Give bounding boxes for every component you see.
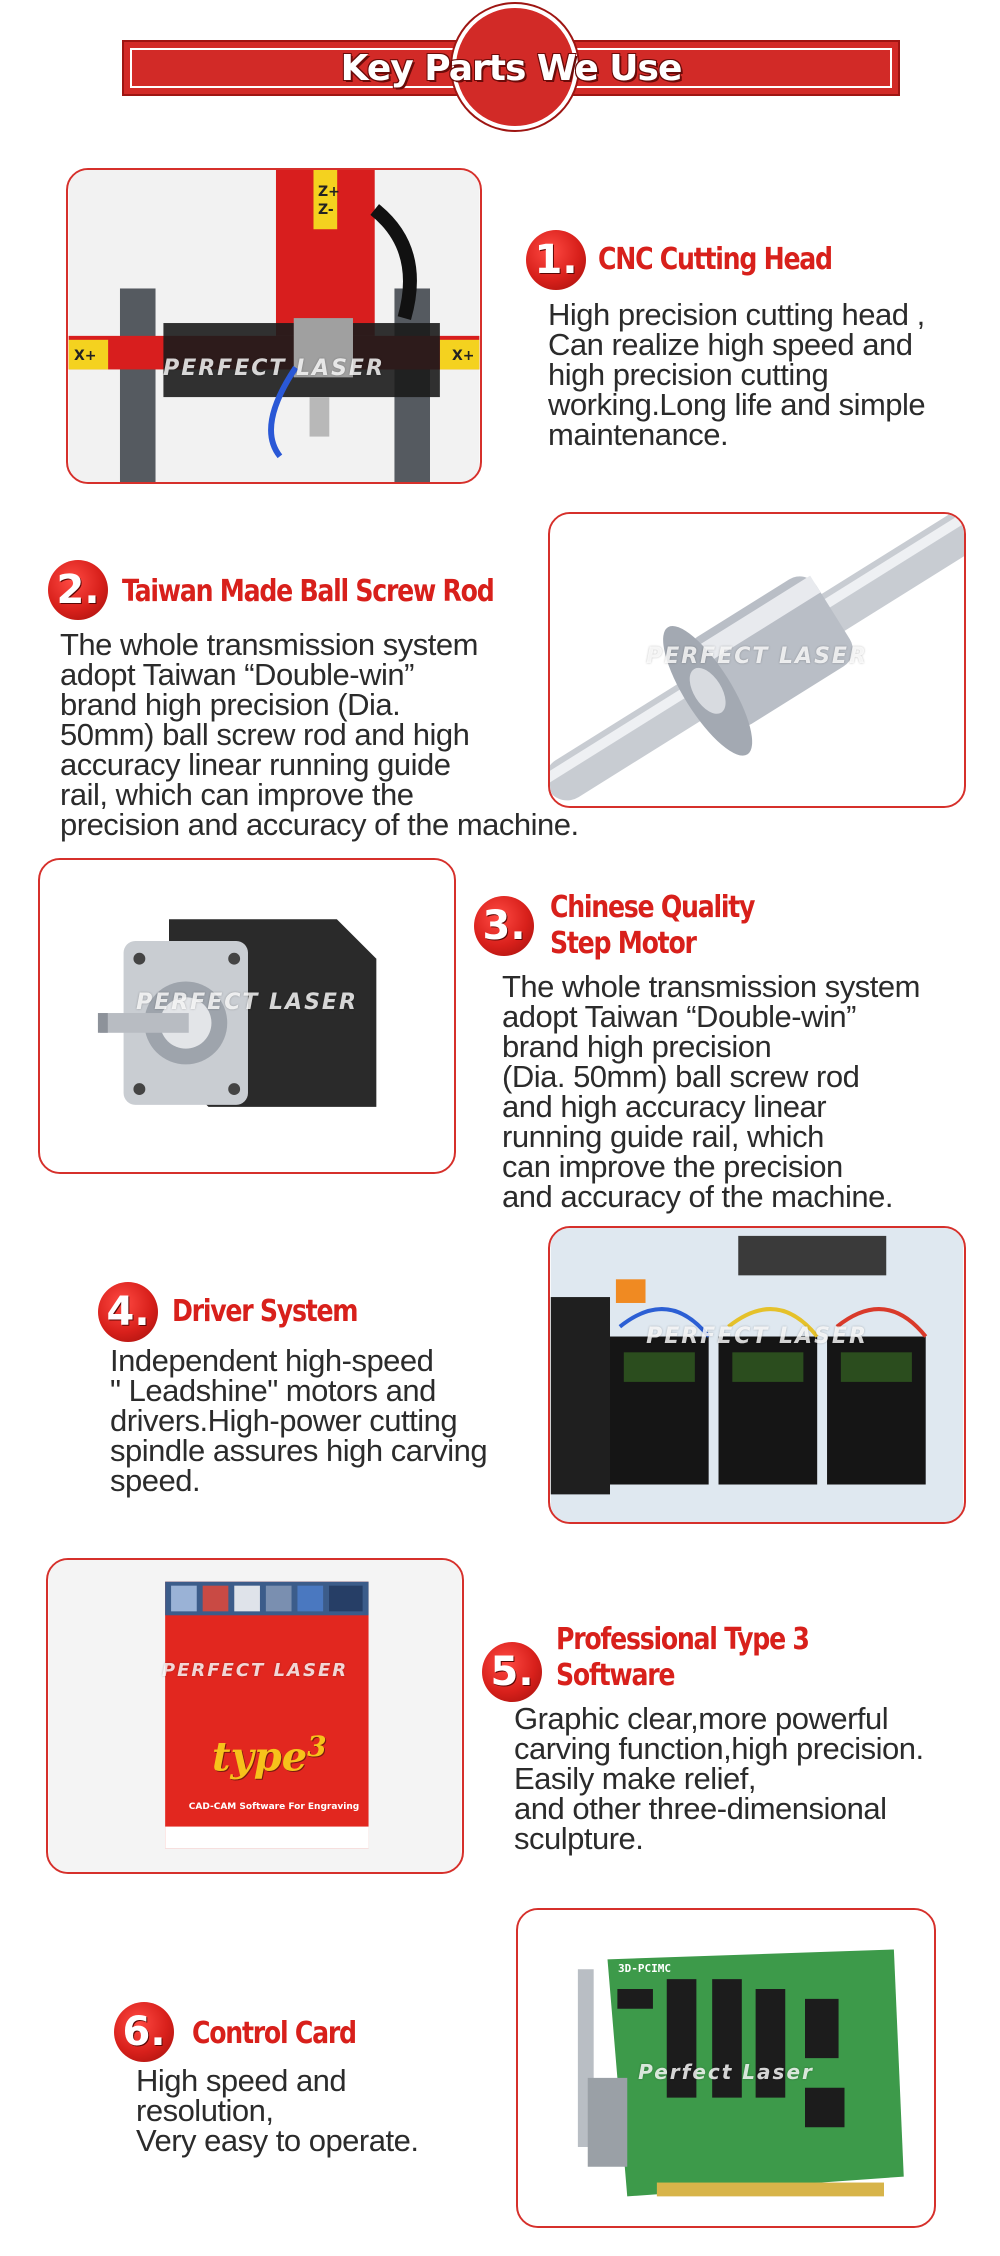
card-watermark: Perfect Laser [638, 2060, 814, 2084]
photo-watermark: PERFECT LASER [646, 1324, 868, 1349]
section-description: High speed and resolution, Very easy to operate. [136, 2063, 419, 2158]
section-number-badge: 4 . [98, 1282, 158, 1342]
section-number: 6 [122, 2009, 151, 2055]
section-number: 5 [490, 1649, 519, 1695]
section-title-line: Professional Type 3 [556, 1622, 809, 1657]
software-version: 3 [307, 1730, 327, 1763]
section-title [556, 1622, 809, 1694]
section-description: High precision cutting head , Can realize high speed and high precision cutting working.Long life and simple maintenance. [548, 297, 926, 452]
ball-screw-rod-photo [548, 512, 966, 808]
software-brand-name: type [212, 1733, 308, 1781]
photo-watermark: PERFECT LASER [136, 990, 358, 1015]
control-card-photo [516, 1908, 936, 2228]
section-number: 3 [482, 903, 511, 949]
section-number: 1 [534, 237, 563, 283]
card-label: 3D-PCIMC [618, 1962, 671, 1975]
section-title [598, 242, 832, 278]
section-description: The whole transmission system adopt Taiwan “Double-win” brand high precision (Dia. 50mm) ball screw rod and high accuracy linear running guide rail, which can improve the precision and accuracy of the machine. [502, 969, 920, 1214]
section-title-line: Taiwan Made Ball Screw Rod [122, 574, 494, 609]
section-description: Independent high-speed " Leadshine" motors and drivers.High-power cutting spindle assures high carving speed. [110, 1343, 488, 1498]
z-axis-label: Z+ [318, 184, 340, 200]
photo-watermark: PERFECT LASER [161, 1660, 349, 1681]
section-title [192, 2016, 356, 2052]
section-title-line: Chinese Quality [550, 890, 755, 925]
section-description: The whole transmission system adopt Taiwan “Double-win” brand high precision (Dia. 50mm) ball screw rod and high accuracy linear running guide rail, which can improve the precision and accuracy of the machine. [60, 627, 579, 842]
type3-software-photo [46, 1558, 464, 1874]
section-number: 4 [106, 1289, 135, 1335]
step-motor-photo [38, 858, 456, 1174]
section-title-line: Step Motor [550, 926, 696, 961]
section-title-line: Driver System [172, 1294, 358, 1329]
section-title-line: CNC Cutting Head [598, 242, 832, 277]
x-axis-label-right: X+ [452, 348, 475, 364]
driver-system-photo [548, 1226, 966, 1524]
section-title-line: Software [556, 1658, 675, 1693]
software-box-illustration [48, 1560, 462, 1872]
photo-watermark: PERFECT LASER [646, 644, 868, 669]
section-description: Graphic clear,more powerful carving function,high precision. Easily make relief, and other three-dimensional sculpture. [514, 1701, 924, 1856]
section-number-badge: 1 . [526, 230, 586, 290]
section-title [172, 1294, 357, 1330]
section-number: 2 [56, 567, 85, 613]
section-number-badge: 3 . [474, 896, 534, 956]
cutting-head-illustration [68, 170, 480, 482]
section-title [550, 890, 754, 962]
section-number-badge: 5 . [482, 1642, 542, 1702]
software-caption: CAD-CAM Software For Engraving [188, 1802, 360, 1812]
driver-system-illustration [550, 1228, 964, 1522]
step-motor-illustration [40, 860, 454, 1172]
section-number-badge: 6 . [114, 2002, 174, 2062]
photo-watermark: PERFECT LASER [163, 356, 385, 381]
section-title [122, 574, 493, 610]
z-axis-label-minus: Z- [318, 202, 334, 218]
page-title: Key Parts We Use [340, 47, 682, 89]
section-number-badge: 2 . [48, 560, 108, 620]
cnc-cutting-head-photo [66, 168, 482, 484]
software-brand-logo [212, 1730, 327, 1780]
section-title-line: Control Card [192, 2016, 356, 2051]
x-axis-label-left: X+ [74, 348, 97, 364]
